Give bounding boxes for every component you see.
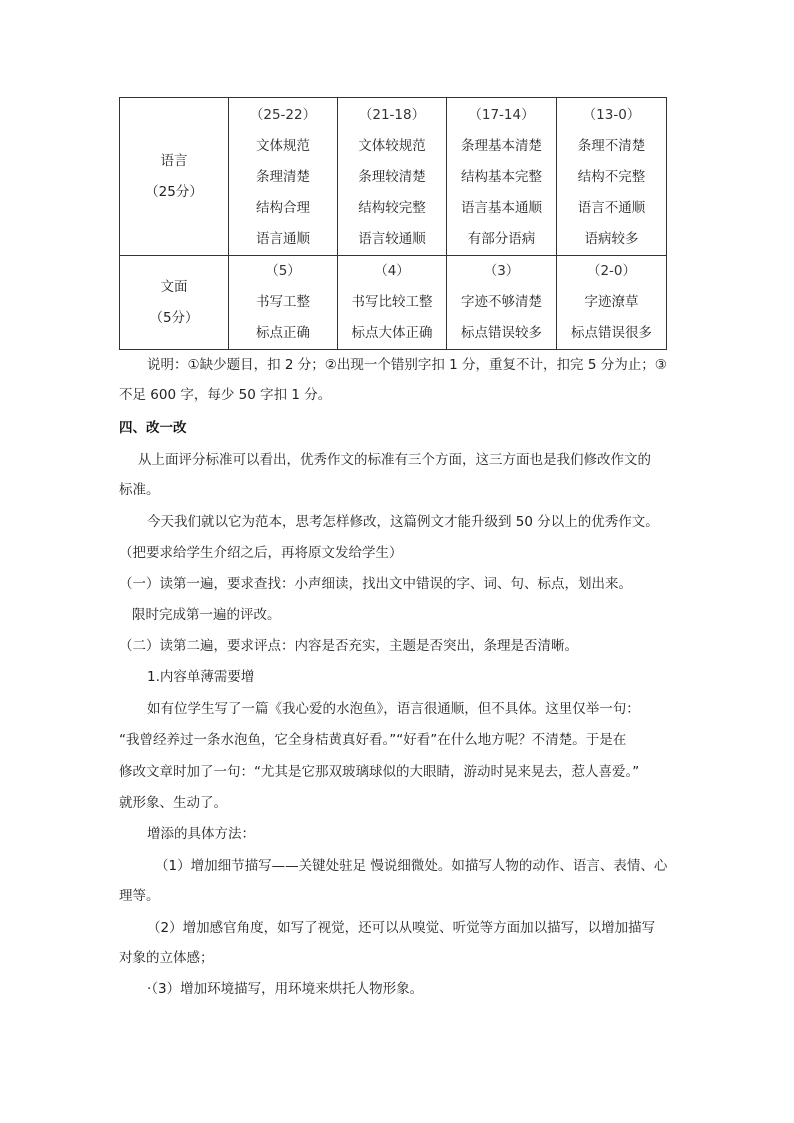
rubric-note-line: 说明：①缺少题目，扣 2 分；②出现一个错别字扣 1 分，重复不计，扣完 5 分为止；③: [147, 357, 667, 373]
paragraph-line: ·（3）增加环境描写，用环境来烘托人物形象。: [147, 981, 424, 997]
rubric-row-presentation: [120, 256, 667, 350]
paragraph-line: 限时完成第一遍的评改。: [132, 607, 281, 623]
rubric-cell: （3） 字迹不够清楚 标点错误较多: [447, 256, 557, 350]
rubric-category-cell: 文面 （5分）: [120, 256, 229, 350]
rubric-cell: （4） 书写比较工整 标点大体正确: [338, 256, 447, 350]
paragraph-line: 今天我们就以它为范本，思考怎样修改，这篇例文才能升级到 50 分以上的优秀作文。: [147, 514, 659, 530]
rubric-row-language: [120, 98, 667, 256]
rubric-category-cell: 语言 （25分）: [120, 98, 229, 256]
subheading: 1.内容单薄需要增: [147, 669, 255, 685]
section-heading: 四、改一改: [119, 420, 187, 436]
paragraph-line: （1）增加细节描写——关键处驻足 慢说细微处。如描写人物的动作、语言、表情、心: [155, 858, 668, 874]
paragraph-line: 如有位学生写了一篇《我心爱的水泡鱼》，语言很通顺，但不具体。这里仅举一句：: [147, 701, 640, 717]
paragraph-line: 从上面评分标准可以看出，优秀作文的标准有三个方面，这三方面也是我们修改作文的: [138, 452, 651, 468]
paragraph-line: 对象的立体感；: [119, 950, 214, 966]
paragraph-line: 理等。: [119, 888, 160, 904]
paragraph-line: 修改文章时加了一句：“尤其是它那双玻璃球似的大眼睛，游动时晃来晃去，惹人喜爱。”: [119, 764, 640, 780]
rubric-cell: （17-14） 条理基本清楚 结构基本完整 语言基本通顺 有部分语病: [447, 98, 557, 256]
rubric-cell: （5） 书写工整 标点正确: [229, 256, 338, 350]
rubric-cell: （2-0） 字迹潦草 标点错误很多: [557, 256, 667, 350]
paragraph-line: （二）读第二遍，要求评点：内容是否充实，主题是否突出，条理是否清晰。: [119, 638, 578, 654]
rubric-cell: （13-0） 条理不清楚 结构不完整 语言不通顺 语病较多: [557, 98, 667, 256]
rubric-cell: （25-22） 文体规范 条理清楚 结构合理 语言通顺: [229, 98, 338, 256]
scoring-rubric-table: [119, 97, 667, 350]
paragraph-line: （把要求给学生介绍之后，再将原文发给学生）: [119, 545, 403, 561]
paragraph-line: （2）增加感官角度，如写了视觉，还可以从嗅觉、听觉等方面加以描写，以增加描写: [147, 920, 656, 936]
rubric-note-line: 不足 600 字，每少 50 字扣 1 分。: [119, 387, 332, 403]
paragraph-line: 就形象、生动了。: [119, 795, 227, 811]
paragraph-line: 标准。: [119, 482, 160, 498]
paragraph-line: “我曾经养过一条水泡鱼，它全身桔黄真好看。”“好看”在什么地方呢？不清楚。于是在: [119, 732, 627, 748]
paragraph-line: 增添的具体方法：: [147, 826, 255, 842]
paragraph-line: （一）读第一遍，要求查找：小声细读，找出文中错误的字、词、句、标点，划出来。: [119, 576, 632, 592]
rubric-cell: （21-18） 文体较规范 条理较清楚 结构较完整 语言较通顺: [338, 98, 447, 256]
